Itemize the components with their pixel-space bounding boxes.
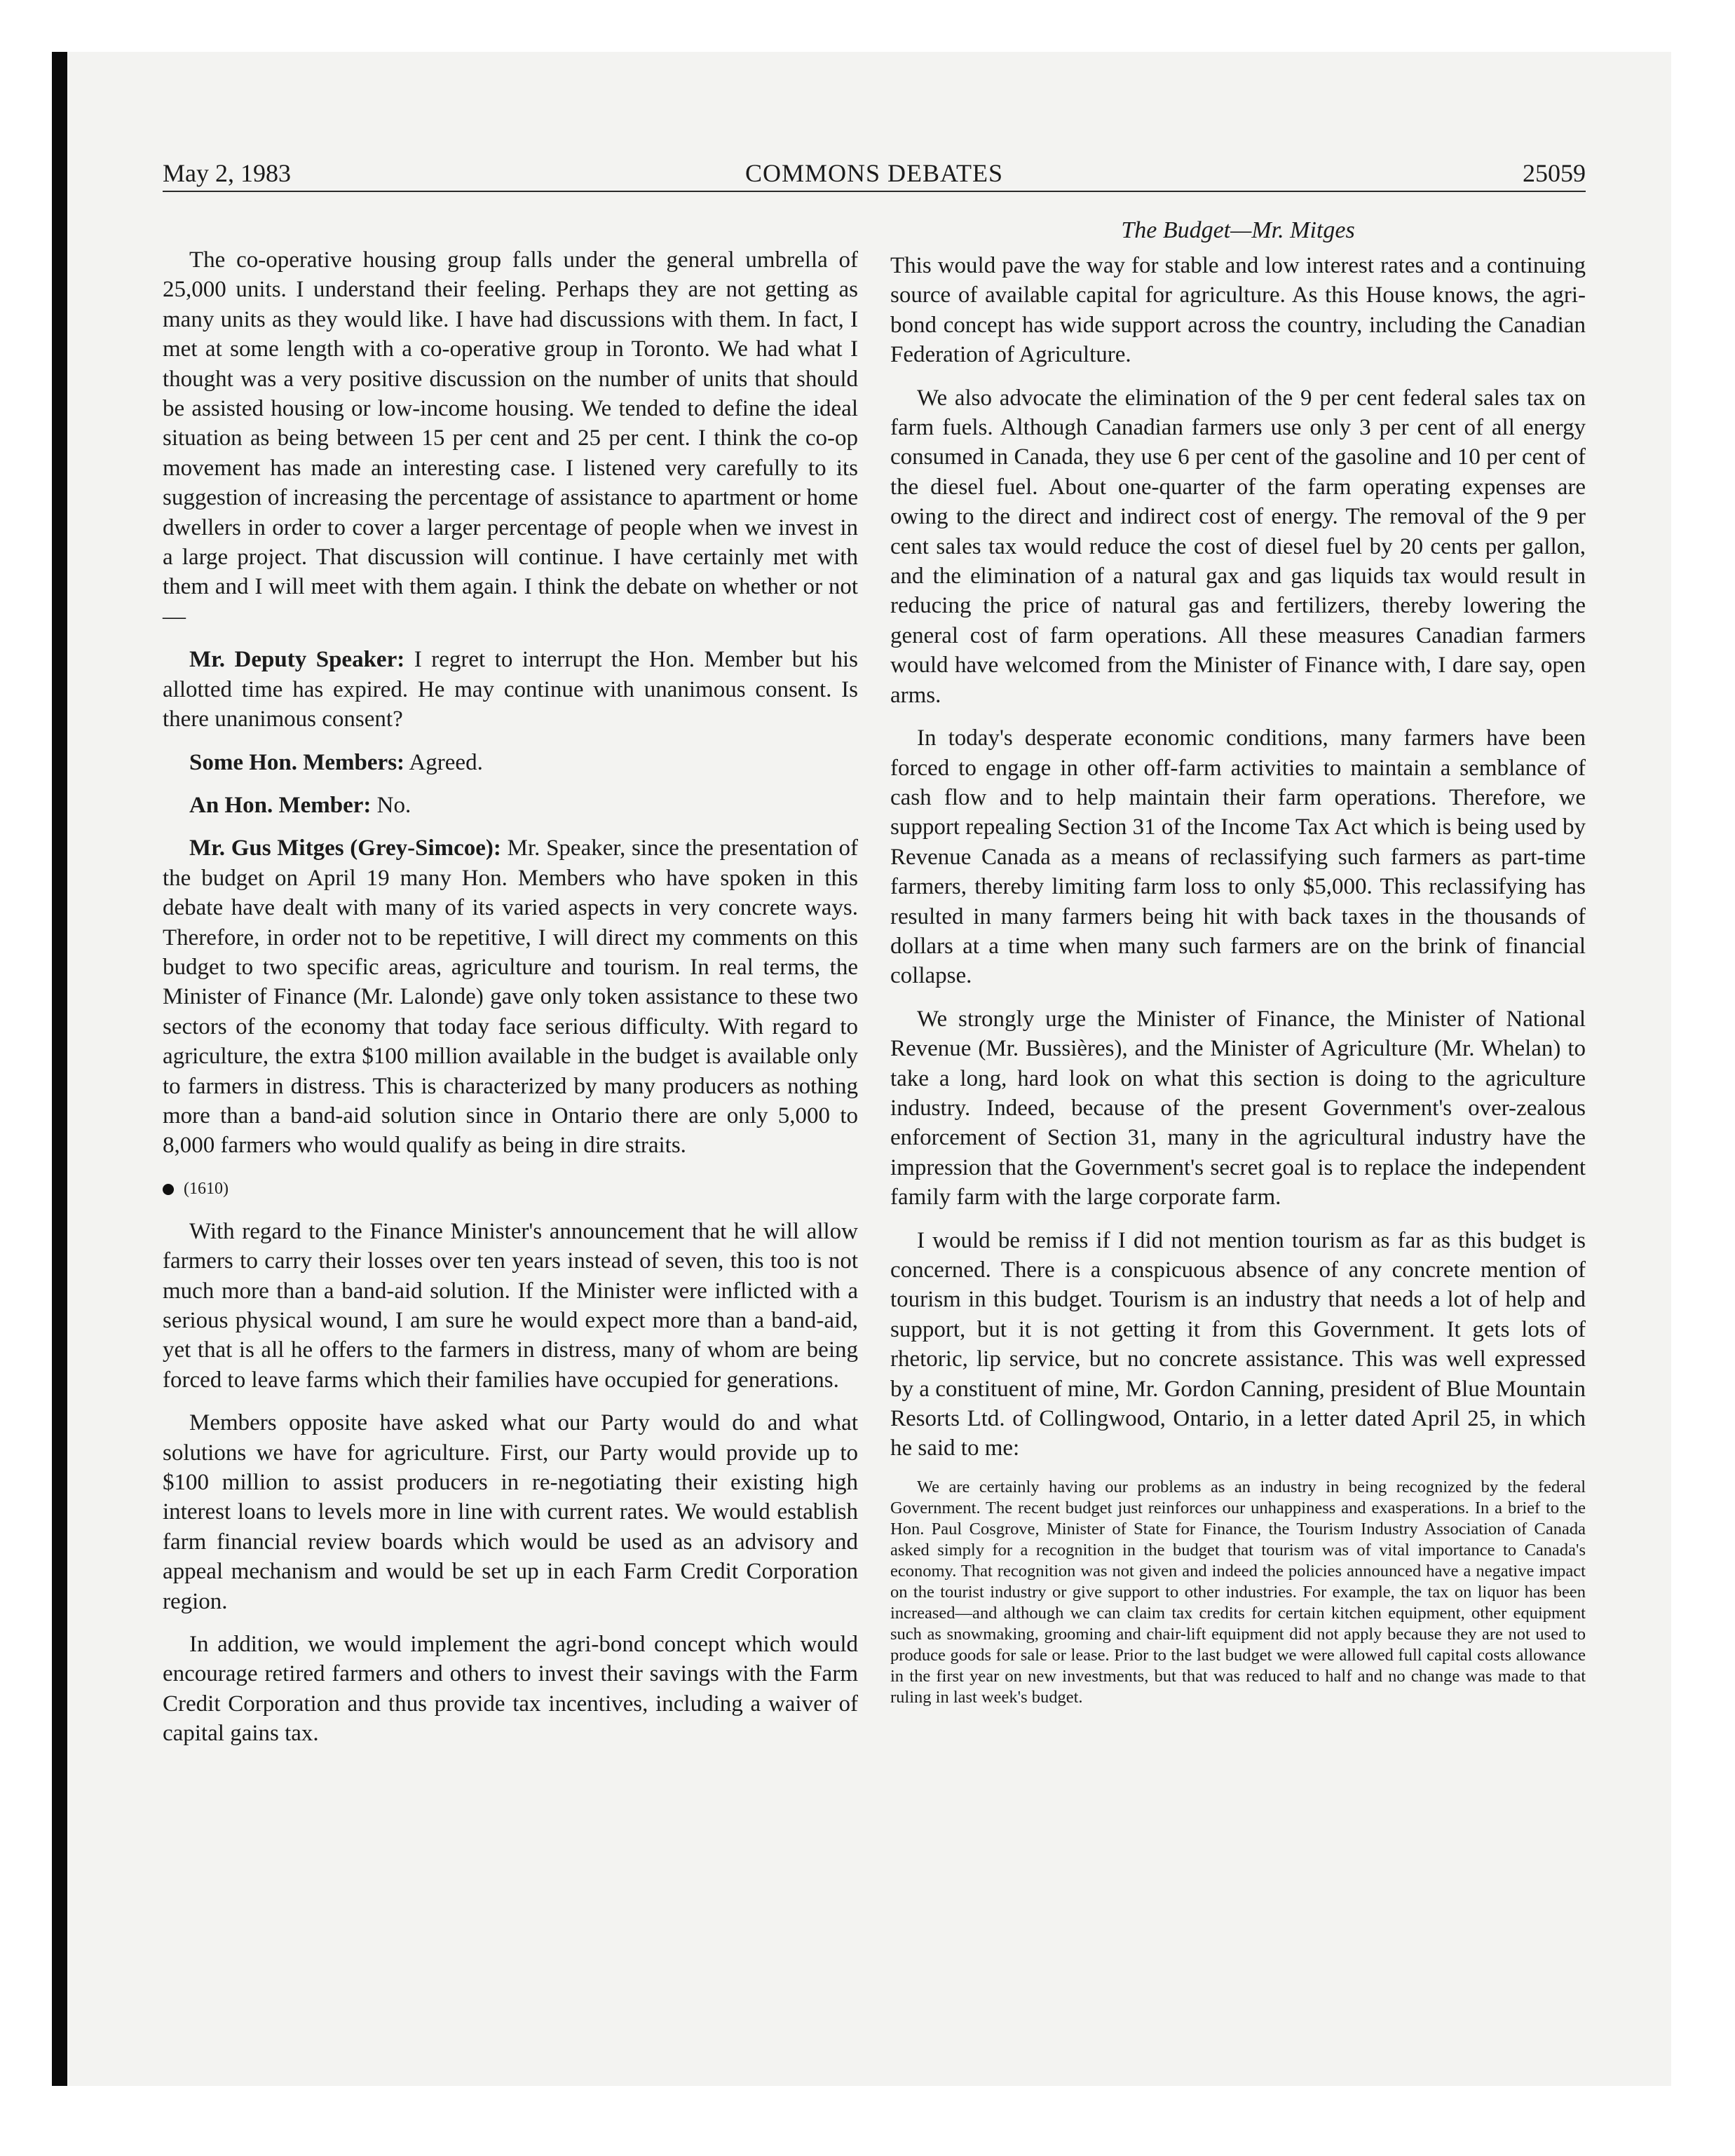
- paragraph: The co-operative housing group falls under the general umbrella of 25,000 units. I understand their feeling. Perhaps they are not getting as many units as they would like. I have had discussions with them. In fact, I met at some length with a co-operative group in Toronto. We had what I thought was a very positive discussion on the number of units that should be assisted housing or low-income housing. We tended to define the ideal situation as being between 15 per cent and 25 per cent. I think the co-op movement has made an interesting case. I listened very carefully to its suggestion of increasing the percentage of assistance to apartment or home dwellers in order to cover a larger percentage of people when we invest in a large project. That discussion will continue. I have certainly met with them and I will meet with them again. I think the debate on whether or not—: [163, 247, 858, 629]
- paragraph: I would be remiss if I did not mention tourism as far as this budget is concerned. There is a conspicuous absence of any concrete mention of tourism in this budget. Tourism is an industry that needs a lot of help and support, but it is not getting it from this Government. It gets lots of rhetoric, lip service, but no concrete assistance. This was well expressed by a constituent of mine, Mr. Gordon Canning, president of Blue Mountain Resorts Ltd. of Collingwood, Ontario, in a letter dated April 25, in which he said to me:: [890, 1227, 1586, 1461]
- speech-text: I regret to interrupt the Hon. Member but his allotted time has expired. He may continue with unanimous consent. Is there unanimous consent?: [163, 647, 858, 732]
- speech-text: Mr. Speaker, since the presentation of the budget on April 19 many Hon. Members who have spoken in this debate have dealt with many of its varied aspects in very concrete ways. Therefore, in order not to be repetitive, I will direct my comments on this budget to two specific areas, agriculture and tourism. In real terms, the Minister of Finance (Mr. Lalonde) gave only token assistance to these two sectors of the economy that today face serious difficulty. With regard to agriculture, the extra $100 million available in the budget is available only to farmers in distress. This is characterized by many producers as nothing more than a band-aid solution since in Ontario there are only 5,000 to 8,000 farmers who would qualify as being in dire straits.: [163, 835, 858, 1159]
- time-marker-text: (1610): [184, 1179, 229, 1198]
- scan-edge: [52, 52, 67, 2086]
- paragraph: In today's desperate economic conditions, many farmers have been forced to engage in other off-farm activities to maintain a semblance of cash flow and to help maintain their farm operations. Therefore, we support repealing Section 31 of the Income Tax Act which is being used by Revenue Canada as a means of reclassifying such farmers as part-time farmers, thereby limiting farm loss to only $5,000. This reclassifying has resulted in many farmers being hit with back taxes in the thousands of dollars at a time when many such farmers are on the brink of financial collapse.: [890, 725, 1586, 989]
- bullet-icon: [163, 1184, 174, 1195]
- letter-quote: We are certainly having our problems as an industry in being recognized by the federal Government. The recent budget just reinforces our unhappiness and exasperations. In a brief to the Hon. Paul Cosgrove, Minister of State for Finance, the Tourism Industry Association of Canada asked simply for a recognition in the budget that tourism was of vital importance to Canada's economy. That recognition was not given and indeed the policies announced have a negative impact on the tourist industry or give support to other industries. For example, the tax on liquor has been increased—and although we can claim tax credits for certain kitchen equipment, other equipment such as snowmaking, grooming and chair-lift equipment did not apply because they are not used to produce goods for sale or lease. Prior to the last budget we were allowed full capital costs allowance in the first year on new investments, but that was reduced to half and no change was made to that ruling in last week's budget.: [890, 1477, 1586, 1707]
- header-date: May 2, 1983: [163, 159, 291, 187]
- paragraph: We strongly urge the Minister of Finance, the Minister of National Revenue (Mr. Bussières), and the Minister of Agriculture (Mr. Whelan) to take a long, hard look on what this section is doing to the agriculture industry. Indeed, because of the present Government's over-zealous enforcement of Section 31, many in the agricultural industry have the impression that the Government's secret goal is to replace the independent family farm with the large corporate farm.: [890, 1006, 1586, 1210]
- paragraph: In addition, we would implement the agri-bond concept which would encourage retired farmers and others to invest their savings with the Farm Credit Corporation and thus provide tax incentives, including a waiver of capital gains tax.: [163, 1632, 858, 1747]
- paragraph: We also advocate the elimination of the 9 per cent federal sales tax on farm fuels. Although Canadian farmers use only 3 per cent of all energy consumed in Canada, they use 6 per cent of the gasoline and 10 per cent of the diesel fuel. About one-quarter of the farm operating expenses are owing to the direct and indirect cost of energy. The removal of the 9 per cent sales tax would reduce the cost of diesel fuel by 20 cents per gallon, and the elimination of a natural gax and gas liquids tax would result in reducing the price of natural gas and fertilizers, thereby lowering the general cost of farm operations. All these measures Canadian farmers would have welcomed from the Minister of Finance with, I dare say, open arms.: [890, 385, 1586, 708]
- speech-mitges: [163, 833, 858, 1160]
- page-number: 25059: [1523, 159, 1586, 187]
- left-column: [163, 245, 858, 1762]
- speaker-name: Mr. Deputy Speaker:: [189, 647, 405, 673]
- publication-title: COMMONS DEBATES: [744, 159, 1004, 187]
- paragraph: Members opposite have asked what our Party would do and what solutions we have for agriculture. First, our Party would provide up to $100 million to assist producers in re-negotiating their existing high interest loans to levels more in line with current rates. We would establish farm financial review boards which would be used as an advisory and appeal mechanism and would be set up in each Farm Credit Corporation region.: [163, 1410, 858, 1614]
- speech-text: No.: [371, 792, 411, 818]
- speaker-name: Some Hon. Members:: [189, 749, 405, 775]
- speaker-name: Mr. Gus Mitges (Grey-Simcoe):: [189, 835, 501, 861]
- speech-deputy-speaker: [163, 645, 858, 734]
- speech-text: Agreed.: [404, 749, 483, 775]
- paragraph: With regard to the Finance Minister's announcement that he will allow farmers to carry their losses over ten years instead of seven, this too is not much more than a band-aid solution. If the Minister were inflicted with a serious physical wound, I am sure he would expect more than a band-aid, yet that is all he offers to the farmers in distress, many of whom are being forced to leave farms which their families have occupied for generations.: [163, 1218, 858, 1393]
- speech-some-members: [163, 748, 858, 777]
- speech-an-member: [163, 791, 858, 820]
- page-header: [163, 156, 1586, 192]
- speaker-name: An Hon. Member:: [189, 792, 372, 818]
- time-marker: [163, 1174, 858, 1203]
- right-column: [890, 251, 1586, 1721]
- running-head: The Budget—Mr. Mitges: [1121, 217, 1355, 243]
- paragraph: This would pave the way for stable and low interest rates and a continuing source of available capital for agriculture. As this House knows, the agri-bond concept has wide support across the country, including the Canadian Federation of Agriculture.: [890, 253, 1586, 368]
